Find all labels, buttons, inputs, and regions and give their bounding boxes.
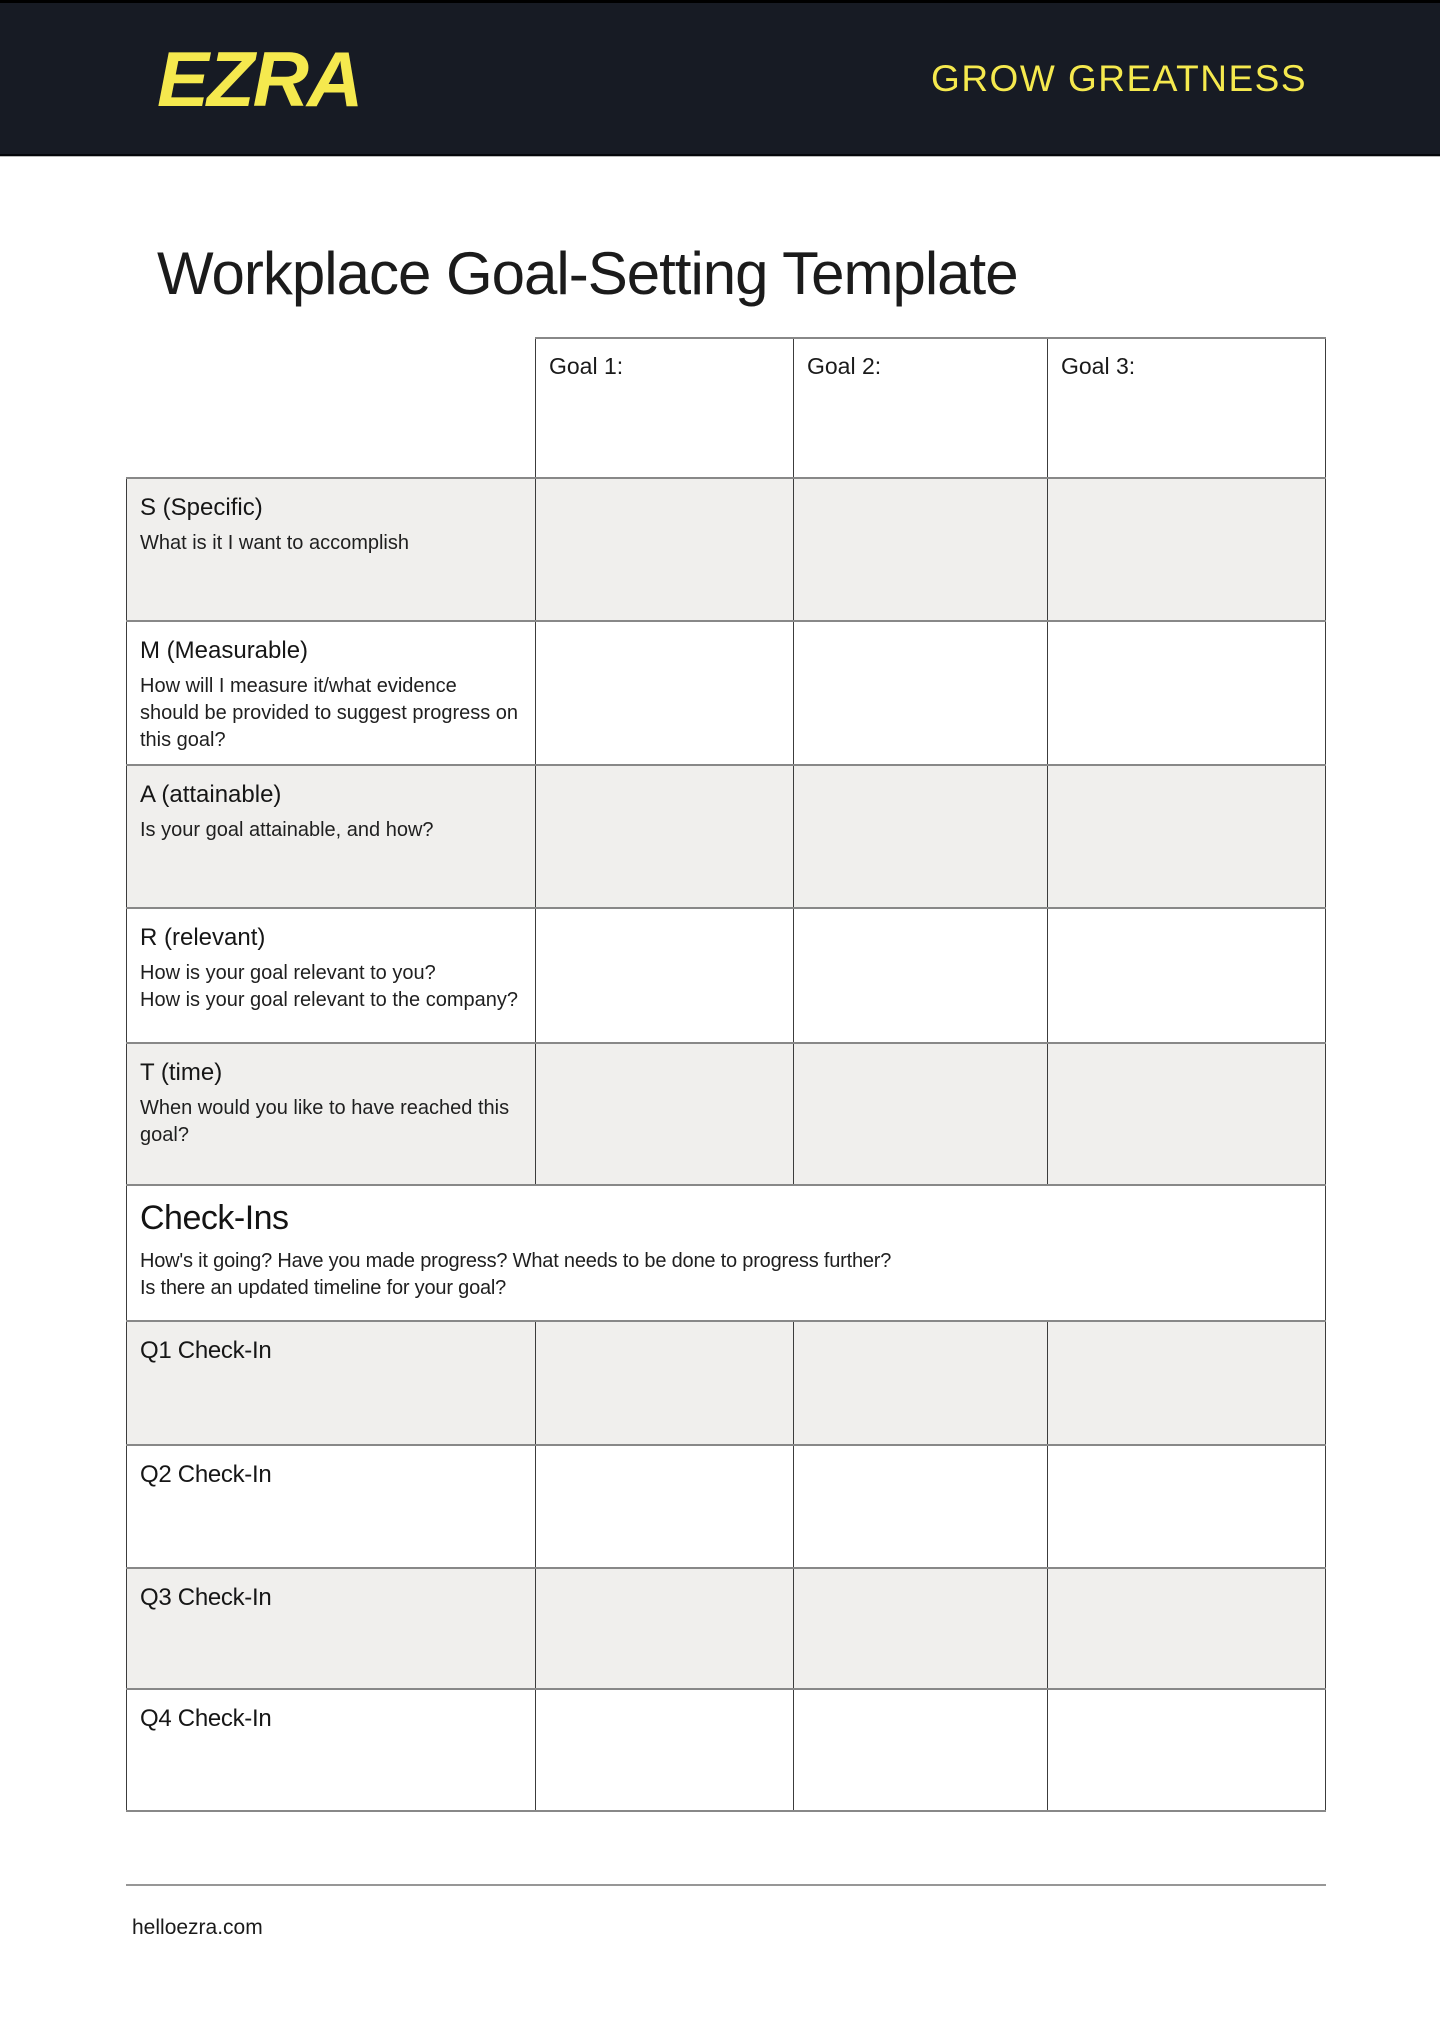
q1-goal-2-cell [794, 1321, 1048, 1445]
q1-label-cell [127, 1321, 536, 1445]
q3-label-cell [127, 1568, 536, 1689]
measurable-label-cell [127, 621, 536, 765]
q3-label: Q3 Check-In [140, 1584, 272, 1612]
smart-row-time [127, 1043, 1326, 1185]
attainable-goal-3-cell [1048, 765, 1326, 908]
relevant-goal-1-cell [536, 908, 794, 1043]
smart-row-relevant [127, 908, 1326, 1043]
relevant-question-2: How is your goal relevant to the company? [140, 989, 518, 1012]
ezra-logo: EZRA [157, 34, 362, 123]
checkins-questions [140, 1248, 1311, 1302]
brand-header [0, 0, 1440, 156]
time-label-cell [127, 1043, 536, 1185]
attainable-goal-1-cell [536, 765, 794, 908]
time-label: T (time) [140, 1059, 223, 1087]
brand-tagline: GROW GREATNESS [931, 58, 1307, 99]
q1-goal-3-cell [1048, 1321, 1326, 1445]
header-spacer-cell [127, 338, 536, 478]
page-title: Workplace Goal-Setting Template [157, 240, 1018, 307]
q2-label: Q2 Check-In [140, 1461, 272, 1489]
time-goal-2-cell [794, 1043, 1048, 1185]
q4-label: Q4 Check-In [140, 1705, 272, 1733]
relevant-label-cell [127, 908, 536, 1043]
goal-3-header-label: Goal 3: [1061, 353, 1136, 379]
goal-1-header-cell [536, 338, 794, 478]
footer-website: helloezra.com [132, 1916, 263, 1939]
measurable-goal-1-cell [536, 621, 794, 765]
goal-3-header-cell [1048, 338, 1326, 478]
q4-label-cell [127, 1689, 536, 1811]
relevant-questions [140, 960, 521, 1014]
specific-goal-1-cell [536, 478, 794, 621]
q1-label: Q1 Check-In [140, 1337, 272, 1365]
time-goal-3-cell [1048, 1043, 1326, 1185]
smart-row-measurable [127, 621, 1326, 765]
attainable-goal-2-cell [794, 765, 1048, 908]
goal-1-header-label: Goal 1: [549, 353, 624, 379]
goal-2-header-cell [794, 338, 1048, 478]
measurable-goal-2-cell [794, 621, 1048, 765]
specific-goal-3-cell [1048, 478, 1326, 621]
relevant-question-1: How is your goal relevant to you? [140, 962, 436, 985]
q4-goal-2-cell [794, 1689, 1048, 1811]
checkins-heading: Check-Ins [140, 1199, 289, 1238]
checkin-row-q3 [127, 1568, 1326, 1689]
specific-label: S (Specific) [140, 494, 263, 521]
checkin-row-q1 [127, 1321, 1326, 1445]
measurable-question: How will I measure it/what evidence should be provided to suggest progress on this goal? [140, 675, 519, 752]
time-goal-1-cell [536, 1043, 794, 1185]
goal-setting-table [126, 337, 1326, 1812]
q1-goal-1-cell [536, 1321, 794, 1445]
relevant-label: R (relevant) [140, 924, 266, 952]
relevant-goal-3-cell [1048, 908, 1326, 1043]
q2-goal-3-cell [1048, 1445, 1326, 1568]
q3-goal-3-cell [1048, 1568, 1326, 1689]
checkins-section-row [127, 1185, 1326, 1321]
q4-goal-1-cell [536, 1689, 794, 1811]
relevant-goal-2-cell [794, 908, 1048, 1043]
specific-label-cell [127, 478, 536, 621]
q2-label-cell [127, 1445, 536, 1568]
checkins-question-2: Is there an updated timeline for your goal? [140, 1277, 507, 1300]
specific-question: What is it I want to accomplish [140, 532, 409, 555]
measurable-label: M (Measurable) [140, 637, 309, 664]
goal-header-row [127, 338, 1326, 478]
time-question: When would you like to have reached this goal? [140, 1097, 510, 1147]
smart-row-specific [127, 478, 1326, 621]
q2-goal-1-cell [536, 1445, 794, 1568]
checkins-question-1: How's it going? Have you made progress? What needs to be done to progress further? [140, 1250, 892, 1273]
checkins-section-cell [127, 1185, 1326, 1321]
goal-2-header-label: Goal 2: [807, 353, 882, 379]
smart-row-attainable [127, 765, 1326, 908]
q2-goal-2-cell [794, 1445, 1048, 1568]
attainable-label-cell [127, 765, 536, 908]
q3-goal-2-cell [794, 1568, 1048, 1689]
q4-goal-3-cell [1048, 1689, 1326, 1811]
checkin-row-q4 [127, 1689, 1326, 1811]
measurable-goal-3-cell [1048, 621, 1326, 765]
footer-divider [126, 1884, 1326, 1886]
q3-goal-1-cell [536, 1568, 794, 1689]
specific-goal-2-cell [794, 478, 1048, 621]
attainable-label: A (attainable) [140, 781, 282, 809]
attainable-question: Is your goal attainable, and how? [140, 819, 434, 842]
checkin-row-q2 [127, 1445, 1326, 1568]
